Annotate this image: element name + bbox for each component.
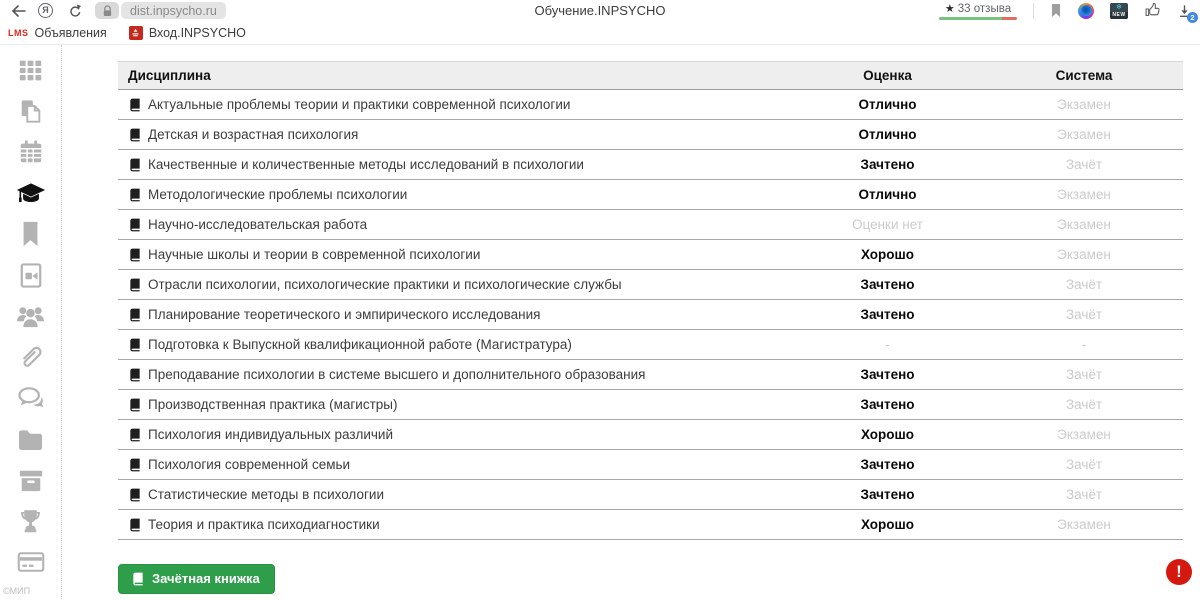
tab-title: Обучение.INPSYCHO xyxy=(534,3,666,18)
book-icon xyxy=(128,188,142,202)
discipline-cell: Подготовка к Выпускной квалификационной работе (Магистратура) xyxy=(118,330,790,360)
system-cell: Зачёт xyxy=(985,360,1183,390)
table-row[interactable] xyxy=(118,420,1183,450)
sidebar-item-archive[interactable] xyxy=(16,467,46,493)
discipline-cell: Научно-исследовательская работа xyxy=(118,210,790,240)
discipline-cell: Актуальные проблемы теории и практики современной психологии xyxy=(118,90,790,120)
column-header-grade: Оценка xyxy=(790,62,985,90)
book-icon xyxy=(128,518,142,532)
grade-cell: Отлично xyxy=(790,90,985,120)
lms-logo-icon: LMS xyxy=(8,27,29,38)
system-cell: Зачёт xyxy=(985,150,1183,180)
grade-cell: Оценки нет xyxy=(790,210,985,240)
payment-card-icon xyxy=(17,551,45,573)
system-cell: Зачёт xyxy=(985,390,1183,420)
grade-cell: Хорошо xyxy=(790,510,985,540)
table-row[interactable] xyxy=(118,240,1183,270)
sidebar-item-users[interactable] xyxy=(16,303,46,329)
exclamation-icon: ! xyxy=(1176,562,1182,581)
browser-toolbar xyxy=(0,0,1200,21)
copyright-label: ©МИП xyxy=(3,586,31,596)
sidebar-item-calendar[interactable] xyxy=(16,139,46,165)
system-cell: Экзамен xyxy=(985,420,1183,450)
book-icon xyxy=(128,248,142,262)
gradebook-button[interactable]: Зачётная книжка xyxy=(118,564,275,594)
discipline-cell: Психология индивидуальных различий xyxy=(118,420,790,450)
chat-bubbles-icon xyxy=(17,386,45,410)
bookmark-lms-announcements[interactable]: LMS Объявления xyxy=(8,25,107,40)
system-cell: Экзамен xyxy=(985,120,1183,150)
table-row[interactable] xyxy=(118,120,1183,150)
users-icon xyxy=(16,304,45,329)
table-row[interactable] xyxy=(118,450,1183,480)
grade-cell: - xyxy=(790,330,985,360)
column-header-system: Система xyxy=(985,62,1183,90)
back-button[interactable] xyxy=(8,2,28,20)
discipline-cell: Детская и возрастная психология xyxy=(118,120,790,150)
download-count-badge: 2 xyxy=(1187,12,1198,23)
table-row[interactable] xyxy=(118,510,1183,540)
sidebar-item-files[interactable] xyxy=(16,426,46,452)
system-cell: Зачёт xyxy=(985,300,1183,330)
discipline-cell: Теория и практика психодиагностики xyxy=(118,510,790,540)
grade-cell: Отлично xyxy=(790,180,985,210)
table-row[interactable] xyxy=(118,150,1183,180)
site-rating-widget[interactable] xyxy=(939,2,1017,20)
table-row[interactable] xyxy=(118,360,1183,390)
table-header-row xyxy=(118,62,1183,90)
grade-cell: Зачтено xyxy=(790,150,985,180)
sidebar-item-payments[interactable] xyxy=(16,549,46,575)
discipline-cell: Планирование теоретического и эмпирического исследования xyxy=(118,300,790,330)
grade-cell: Хорошо xyxy=(790,240,985,270)
refresh-button[interactable] xyxy=(65,2,85,20)
table-row[interactable] xyxy=(118,330,1183,360)
refresh-icon xyxy=(68,4,82,18)
bookmarks-bar xyxy=(0,21,1200,45)
main-content xyxy=(62,45,1200,599)
sidebar xyxy=(0,45,62,599)
rating-count: 33 отзыва xyxy=(957,2,1012,15)
column-header-discipline: Дисциплина xyxy=(118,62,790,90)
sidebar-item-apps-grid[interactable] xyxy=(16,57,46,83)
system-cell: Экзамен xyxy=(985,240,1183,270)
table-row[interactable] xyxy=(118,210,1183,240)
sidebar-item-courses[interactable] xyxy=(16,180,46,206)
calendar-icon xyxy=(18,139,44,165)
table-row[interactable] xyxy=(118,270,1183,300)
bookmark-icon xyxy=(20,221,41,247)
system-cell: Экзамен xyxy=(985,90,1183,120)
table-row[interactable] xyxy=(118,90,1183,120)
table-body xyxy=(118,90,1183,540)
book-icon xyxy=(131,572,145,586)
grade-cell: Зачтено xyxy=(790,450,985,480)
book-icon xyxy=(128,368,142,382)
alert-notification-button[interactable] xyxy=(1166,559,1192,585)
new-badge: NEW xyxy=(1110,12,1128,19)
system-cell: Экзамен xyxy=(985,510,1183,540)
video-file-icon xyxy=(19,262,43,289)
system-cell: Зачёт xyxy=(985,270,1183,300)
grade-cell: Зачтено xyxy=(790,270,985,300)
new-extension-icon[interactable]: ❄ NEW xyxy=(1110,3,1128,19)
book-icon xyxy=(128,278,142,292)
sidebar-item-attachments[interactable] xyxy=(16,344,46,370)
grade-cell: Зачтено xyxy=(790,480,985,510)
sidebar-item-video[interactable] xyxy=(16,262,46,288)
book-icon xyxy=(128,128,142,142)
address-bar[interactable] xyxy=(121,2,226,19)
system-cell: Экзамен xyxy=(985,180,1183,210)
grade-cell: Зачтено xyxy=(790,360,985,390)
paperclip-icon xyxy=(18,344,43,370)
browser-extension-icon[interactable] xyxy=(1078,3,1094,19)
discipline-cell: Методологические проблемы психологии xyxy=(118,180,790,210)
folder-icon xyxy=(17,428,44,451)
discipline-cell: Научные школы и теории в современной психологии xyxy=(118,240,790,270)
graduation-cap-icon xyxy=(16,180,46,207)
url-text: dist.inpsycho.ru xyxy=(130,3,217,18)
book-icon xyxy=(128,98,142,112)
secure-connection-chip[interactable] xyxy=(95,2,119,19)
book-icon xyxy=(128,218,142,232)
archive-box-icon xyxy=(18,468,44,493)
book-icon xyxy=(128,158,142,172)
bookmark-flag-icon[interactable] xyxy=(1050,3,1062,18)
book-icon xyxy=(128,488,142,502)
discipline-cell: Психология современной семьи xyxy=(118,450,790,480)
system-cell: Зачёт xyxy=(985,450,1183,480)
book-icon xyxy=(128,308,142,322)
discipline-cell: Качественные и количественные методы исследований в психологии xyxy=(118,150,790,180)
sidebar-item-awards[interactable] xyxy=(16,508,46,534)
discipline-cell: Производственная практика (магистры) xyxy=(118,390,790,420)
table-row[interactable] xyxy=(118,390,1183,420)
lock-icon xyxy=(102,5,113,17)
discipline-cell: Преподавание психологии в системе высшего и дополнительного образования xyxy=(118,360,790,390)
grade-cell: Зачтено xyxy=(790,300,985,330)
table-row[interactable] xyxy=(118,180,1183,210)
bookmark-inpsycho-login[interactable]: Вход.INPSYCHO xyxy=(129,26,246,40)
grade-cell: Зачтено xyxy=(790,390,985,420)
table-row[interactable] xyxy=(118,300,1183,330)
toolbar-divider xyxy=(1033,3,1034,19)
extension-hand-icon[interactable] xyxy=(1144,2,1161,19)
yandex-services-button[interactable]: Я xyxy=(38,3,53,18)
grade-cell: Хорошо xyxy=(790,420,985,450)
documents-icon xyxy=(18,98,44,125)
system-cell: - xyxy=(985,330,1183,360)
back-arrow-icon xyxy=(11,5,26,17)
sidebar-item-bookmarks[interactable] xyxy=(16,221,46,247)
system-cell: Экзамен xyxy=(985,210,1183,240)
discipline-cell: Отрасли психологии, психологические практики и психологические службы xyxy=(118,270,790,300)
trophy-icon xyxy=(17,508,44,534)
star-icon: ★ xyxy=(944,2,955,15)
table-row[interactable] xyxy=(118,480,1183,510)
discipline-cell: Статистические методы в психологии xyxy=(118,480,790,510)
book-icon xyxy=(128,398,142,412)
downloads-button[interactable] xyxy=(1177,3,1195,22)
grade-cell: Отлично xyxy=(790,120,985,150)
inpsycho-favicon-icon xyxy=(129,26,143,40)
sidebar-item-messages[interactable] xyxy=(16,385,46,411)
rating-bar xyxy=(939,17,1017,20)
grades-table xyxy=(118,61,1183,540)
apps-grid-icon xyxy=(18,58,43,83)
system-cell: Зачёт xyxy=(985,480,1183,510)
book-icon xyxy=(128,338,142,352)
book-icon xyxy=(128,458,142,472)
book-icon xyxy=(128,428,142,442)
sidebar-item-documents[interactable] xyxy=(16,98,46,124)
